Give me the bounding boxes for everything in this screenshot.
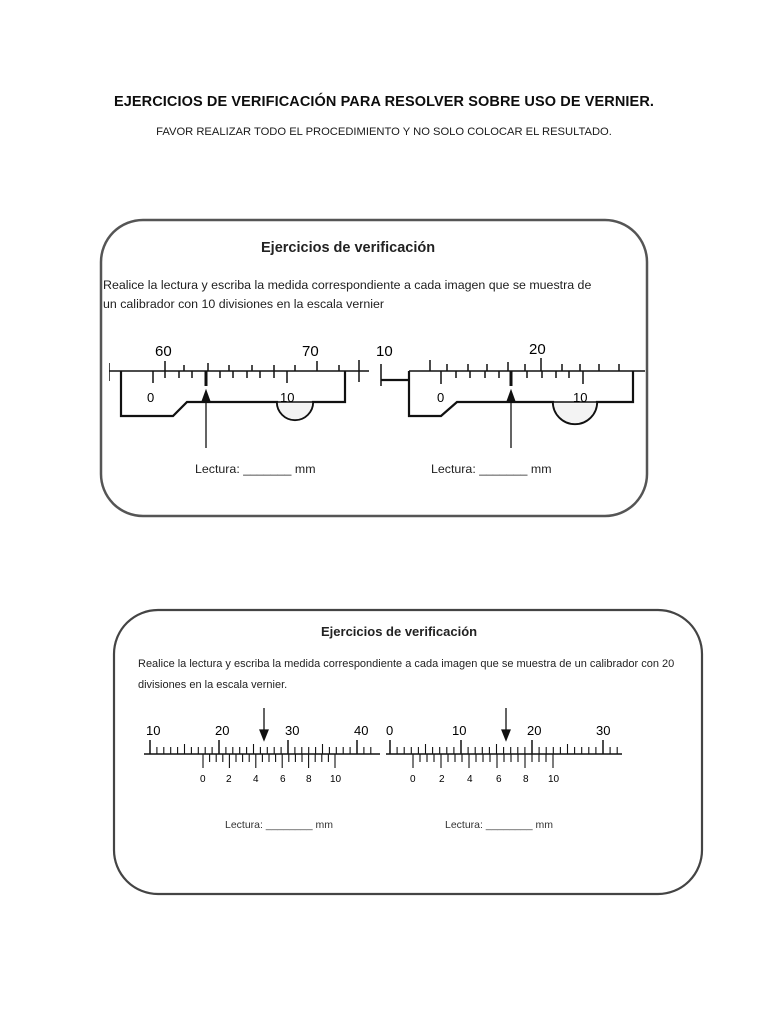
main-label: 0 bbox=[386, 723, 394, 738]
document-subtitle: FAVOR REALIZAR TODO EL PROCEDIMIENTO Y NO SOLO COLOCAR EL RESULTADO. bbox=[156, 126, 612, 138]
vernier-label: 8 bbox=[523, 774, 529, 785]
main-scale-ticks bbox=[390, 740, 617, 754]
exercise-panel-10-divisions bbox=[95, 210, 655, 525]
vernier-label: 10 bbox=[548, 774, 560, 785]
vernier-scale-left bbox=[142, 702, 382, 792]
vernier-scale-ticks bbox=[153, 371, 287, 386]
panel-instructions: Realice la lectura y escriba la medida correspondiente a cada imagen que se muestra de un calibrador con 20 divisiones en la escala vernier. bbox=[138, 658, 675, 691]
vernier-label: 0 bbox=[437, 390, 445, 405]
main-label: 40 bbox=[354, 723, 369, 738]
main-label: 70 bbox=[302, 343, 319, 360]
main-label: 60 bbox=[155, 343, 172, 360]
vernier-label: 6 bbox=[280, 774, 286, 785]
reading-label-left: Lectura: ________ mm bbox=[225, 819, 333, 831]
panel-instructions: Realice la lectura y escriba la medida correspondiente a cada imagen que se muestra de un calibrador con 10 divisiones en la escala vernier bbox=[103, 278, 592, 311]
exercise-panel-20-divisions bbox=[108, 604, 708, 900]
main-label: 30 bbox=[285, 723, 300, 738]
vernier-label: 2 bbox=[226, 774, 232, 785]
vernier-label: 2 bbox=[439, 774, 445, 785]
main-label: 10 bbox=[452, 723, 467, 738]
main-label: 10 bbox=[376, 343, 393, 360]
vernier-scale-ticks bbox=[203, 754, 335, 768]
main-label: 20 bbox=[527, 723, 542, 738]
vernier-label: 10 bbox=[280, 390, 295, 405]
document-title: EJERCICIOS DE VERIFICACIÓN PARA RESOLVER SOBRE USO DE VERNIER. bbox=[113, 94, 655, 110]
vernier-scale-ticks bbox=[413, 754, 553, 768]
vernier-label: 4 bbox=[467, 774, 473, 785]
vernier-scale-right bbox=[384, 702, 624, 792]
main-scale-ticks bbox=[430, 358, 619, 371]
vernier-label: 0 bbox=[147, 390, 155, 405]
vernier-label: 6 bbox=[496, 774, 502, 785]
panel-heading: Ejercicios de verificación bbox=[321, 624, 478, 639]
main-label: 30 bbox=[596, 723, 611, 738]
vernier-label: 8 bbox=[306, 774, 312, 785]
reading-label-right: Lectura: ________ mm bbox=[445, 819, 553, 831]
caliper-diagram-left bbox=[109, 336, 369, 466]
vernier-label: 0 bbox=[410, 774, 416, 785]
main-scale-ticks bbox=[150, 740, 371, 754]
vernier-label: 10 bbox=[573, 390, 588, 405]
main-label: 20 bbox=[529, 341, 546, 358]
main-label: 10 bbox=[146, 723, 161, 738]
caliper-diagram-right bbox=[375, 336, 645, 466]
reading-label-left: Lectura: _______ mm bbox=[195, 462, 316, 476]
panel-heading: Ejercicios de verificación bbox=[261, 240, 436, 256]
reading-label-right: Lectura: _______ mm bbox=[431, 462, 552, 476]
main-label: 20 bbox=[215, 723, 230, 738]
vernier-label: 4 bbox=[253, 774, 259, 785]
vernier-label: 0 bbox=[200, 774, 206, 785]
vernier-scale-ticks bbox=[441, 371, 583, 386]
vernier-label: 10 bbox=[330, 774, 342, 785]
main-scale-ticks bbox=[165, 361, 339, 371]
